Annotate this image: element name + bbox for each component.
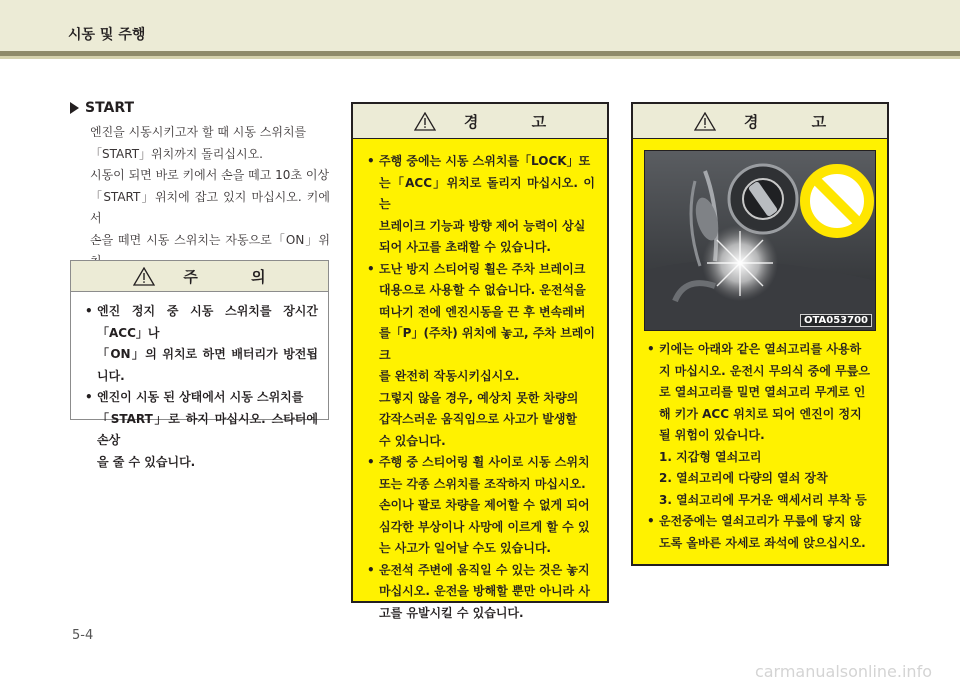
list-item: • 주행 중에는 시동 스위치를「LOCK」또 는「ACC」위치로 돌리지 마십시오. 이는 브레이크 기능과 방향 제어 능력이 상실 되어 사고를 초래할 수 있습니다. bbox=[367, 151, 595, 259]
page-header bbox=[0, 0, 960, 56]
warning-title: 경 고 bbox=[463, 112, 571, 131]
watermark: carmanualsonline.info bbox=[754, 662, 932, 681]
triangle-bullet-icon bbox=[70, 102, 79, 114]
start-line: 「START」위치까지 돌리십시오. bbox=[90, 146, 263, 161]
photo-code-label: OTA053700 bbox=[800, 314, 872, 327]
caution-header bbox=[71, 261, 328, 292]
page-number: 5-4 bbox=[72, 628, 94, 643]
warning-triangle-icon bbox=[414, 112, 436, 131]
sub-item: 2. 열쇠고리에 다량의 열쇠 장착 bbox=[659, 471, 828, 485]
warning-box-keyring bbox=[631, 102, 889, 566]
ignition-key-illustration bbox=[645, 151, 876, 331]
start-heading-text: START bbox=[85, 100, 135, 116]
chapter-title: 시동 및 주행 bbox=[68, 27, 146, 43]
caution-box bbox=[70, 260, 329, 469]
warning-triangle-icon bbox=[694, 112, 716, 131]
warning-box-driving bbox=[351, 102, 609, 620]
list-item: • 주행 중 스티어링 휠 사이로 시동 스위치 또는 각종 스위치를 조작하지 마십시오. 손이나 팔로 차량을 제어할 수 없게 되어 심각한 부상이나 사망에 이르게 할 수 있 는 사고가 일어날 수도 있습니다. bbox=[367, 452, 595, 560]
start-line: 「START」위치에 잡고 있지 마십시오. 키에서 bbox=[90, 189, 330, 225]
start-line: 시동이 되면 바로 키에서 손을 떼고 10초 이상 bbox=[90, 168, 330, 182]
list-item: • 운전석 주변에 움직일 수 있는 것은 놓지 마십시오. 운전을 방해할 뿐만 아니라 사 고를 유발시킬 수 있습니다. bbox=[367, 560, 595, 625]
warning-triangle-icon bbox=[133, 267, 155, 286]
warning-title: 경 고 bbox=[743, 112, 851, 131]
list-item: • 키에는 아래와 같은 열쇠고리를 사용하 지 마십시오. 운전시 무의식 중에 무릎으 로 열쇠고리를 밀면 열쇠고리 무게로 인 해 키가 ACC 위치로 되어 엔진이 정지 될 위험이 있습니다. 1. 지갑형 열쇠고리 2. 열쇠고리에 다량의 열쇠 장착 3. 열쇠고리에 무거운 액세서리 부착 등 bbox=[647, 339, 875, 511]
list-item: • 엔진 정지 중 시동 스위치를 장시간「ACC」나 「ON」의 위치로 하면 배터리가 방전됩니다. bbox=[85, 301, 318, 387]
list-item: • 운전중에는 열쇠고리가 무릎에 닿지 않 도록 올바른 자세로 좌석에 앉으십시오. bbox=[647, 511, 875, 554]
warning-header bbox=[353, 104, 607, 139]
start-line: 엔진을 시동시키고자 할 때 시동 스위치를 bbox=[90, 125, 307, 139]
list-item: • 도난 방지 스티어링 휠은 주차 브레이크 대용으로 사용할 수 없습니다. 운전석을 떠나기 전에 엔진시동을 끈 후 변속레버 를「P」(주차) 위치에 놓고, 주차 브레이크 를 완전히 작동시키십시오. 그렇지 않을 경우, 예상치 못한 차량의 갑작스러운 움직임으로 사고가 발생할 수 있습니다. bbox=[367, 259, 595, 453]
sub-item: 1. 지갑형 열쇠고리 bbox=[659, 449, 762, 464]
caution-title: 주 의 bbox=[183, 267, 290, 286]
header-rule-light bbox=[0, 56, 960, 59]
start-line: 손을 떼면 시동 스위치는 자동으로「ON」위 bbox=[90, 232, 330, 247]
prohibited-icon bbox=[805, 169, 869, 233]
warning-list bbox=[633, 331, 887, 554]
sub-item: 3. 열쇠고리에 무거운 액세서리 부착 등 bbox=[659, 492, 867, 507]
caution-list bbox=[71, 292, 328, 473]
keyring-photo bbox=[644, 150, 876, 331]
warning-header bbox=[633, 104, 887, 139]
warning-list bbox=[353, 139, 607, 624]
list-item: • 엔진이 시동 된 상태에서 시동 스위치를 「START」로 하지 마십시오. 스타터에 손상 을 줄 수 있습니다. bbox=[85, 387, 318, 473]
start-heading bbox=[70, 100, 330, 116]
